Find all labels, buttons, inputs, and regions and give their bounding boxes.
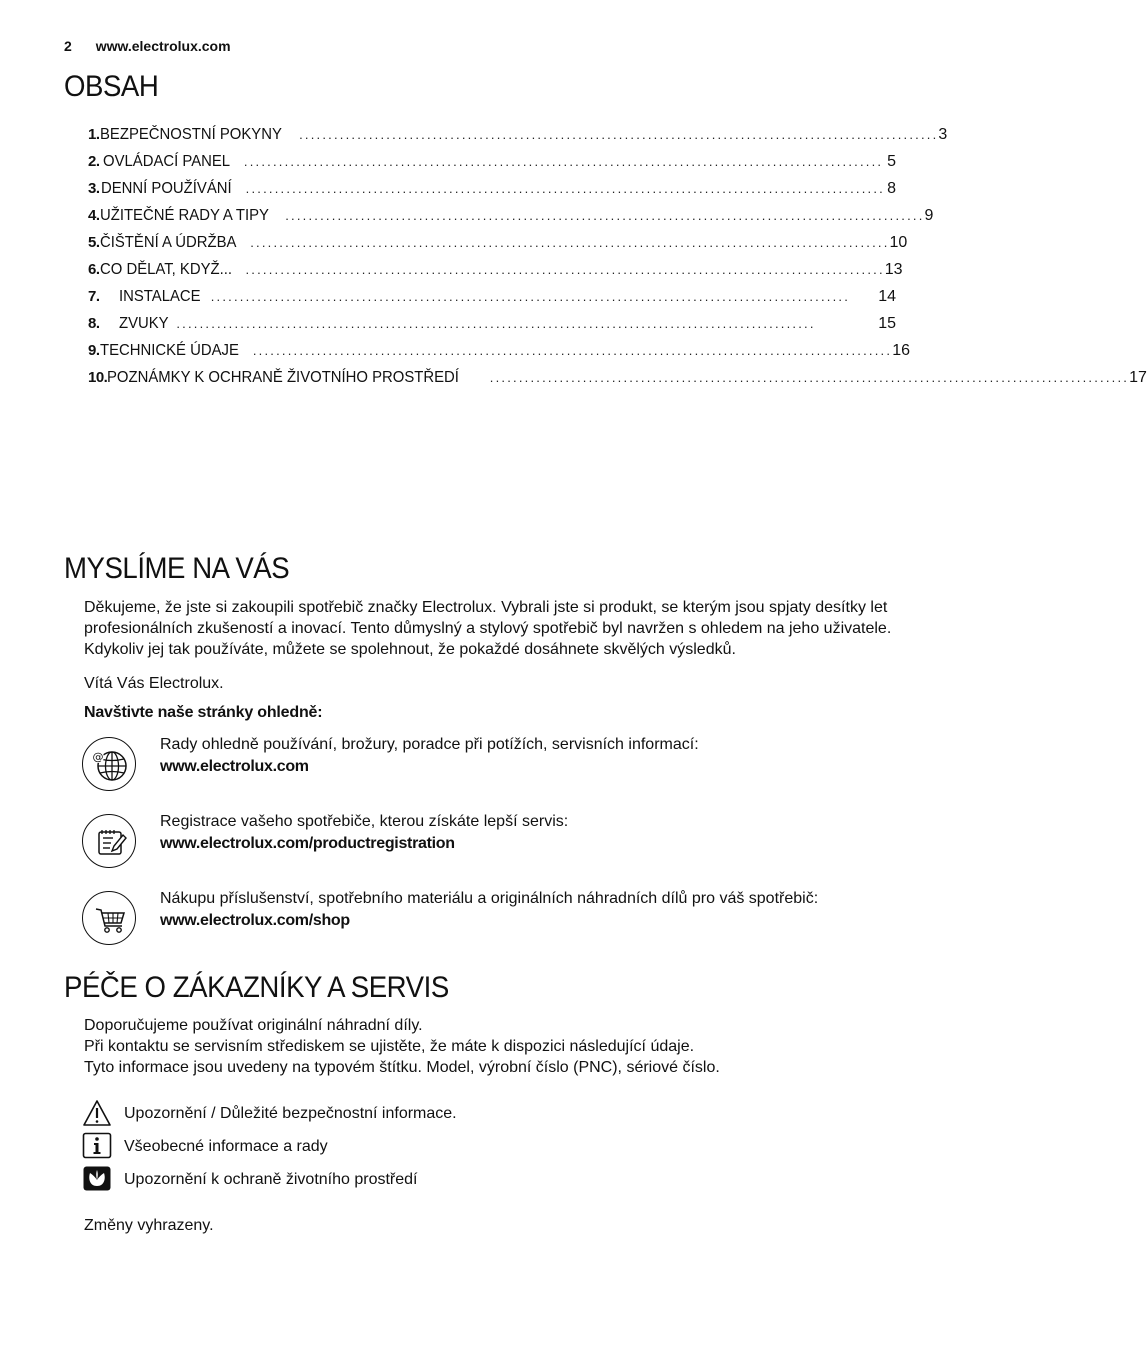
registration-form-icon [82, 814, 136, 868]
service-line: Při kontaktu se servisním střediskem se ujistěte, že máte k dispozici následující údaje. [84, 1038, 695, 1055]
shopping-cart-icon [82, 891, 136, 945]
toc-title: OBSAH [64, 70, 159, 103]
toc-item[interactable]: 2. OVLÁDACÍ PANEL .............................................................................................................. 5 [88, 153, 896, 170]
table-of-contents [88, 126, 1147, 396]
warning-triangle-icon [82, 1099, 112, 1127]
header-url[interactable]: www.electrolux.com [95, 38, 231, 54]
registration-link[interactable]: www.electrolux.com/productregistration [160, 835, 455, 852]
shop-link[interactable]: www.electrolux.com/shop [160, 912, 350, 929]
toc-item[interactable]: 6. CO DĚLAT, KDYŽ... .............................................................................................................. 13 [88, 261, 903, 278]
link-description: Nákupu příslušenství, spotřebního materiálu a originálních náhradních dílů pro váš spotřebič: [160, 890, 819, 907]
welcome-text: Vítá Vás Electrolux. [84, 675, 224, 692]
section-title-myslime: MYSLÍME NA VÁS [64, 552, 290, 585]
svg-text:@: @ [92, 750, 104, 764]
toc-item[interactable]: 5. ČIŠTĚNÍ A ÚDRŽBA .............................................................................................................. 10 [88, 234, 908, 251]
section-title-pece: PÉČE O ZÁKAZNÍKY A SERVIS [64, 971, 449, 1004]
page-number: 2 [64, 38, 72, 54]
service-line: Tyto informace jsou uvedeny na typovém štítku. Model, výrobní číslo (PNC), sériové číslo. [84, 1059, 720, 1076]
environment-leaf-icon [82, 1165, 112, 1193]
toc-item[interactable]: 1. BEZPEČNOSTNÍ POKYNY .............................................................................................................. 3 [88, 126, 948, 143]
service-line: Doporučujeme používat originální náhradní díly. [84, 1017, 423, 1034]
toc-item[interactable]: 8. ZVUKY .............................................................................................................. 15 [88, 315, 896, 332]
globe-at-icon [82, 737, 136, 791]
changes-reserved: Změny vyhrazeny. [84, 1217, 214, 1234]
toc-item[interactable]: 7. INSTALACE .............................................................................................................. 14 [88, 288, 896, 305]
support-link[interactable]: www.electrolux.com [160, 758, 309, 775]
toc-item[interactable]: 10. POZNÁMKY K OCHRANĚ ŽIVOTNÍHO PROSTŘEDÍ .............................................................................................................. 17 [88, 369, 1147, 386]
link-description: Registrace vašeho spotřebiče, kterou získáte lepší servis: [160, 813, 569, 830]
visit-heading: Navštivte naše stránky ohledně: [84, 704, 323, 721]
toc-item[interactable]: 3. DENNÍ POUŽÍVÁNÍ .............................................................................................................. 8 [88, 180, 896, 197]
toc-item[interactable]: 4. UŽITEČNÉ RADY A TIPY .............................................................................................................. 9 [88, 207, 934, 224]
toc-item[interactable]: 9. TECHNICKÉ ÚDAJE .............................................................................................................. 16 [88, 342, 910, 359]
page-header [64, 38, 231, 54]
intro-paragraph: Děkujeme, že jste si zakoupili spotřebič značky Electrolux. Vybrali jste si produkt, se kterým jsou spjaty desítky let profesionálních zkušeností a inovací. Tento důmyslný a stylový spotřebič byl navržen s ohledem na jeho uživatele. Kdykoliv jej tak používáte, můžete se spolehnout, že pokaždé dosáhnete skvělých výsledků. [84, 599, 892, 658]
info-icon [82, 1132, 112, 1160]
link-description: Rady ohledně používání, brožury, poradce při potížích, servisních informací: [160, 736, 699, 753]
